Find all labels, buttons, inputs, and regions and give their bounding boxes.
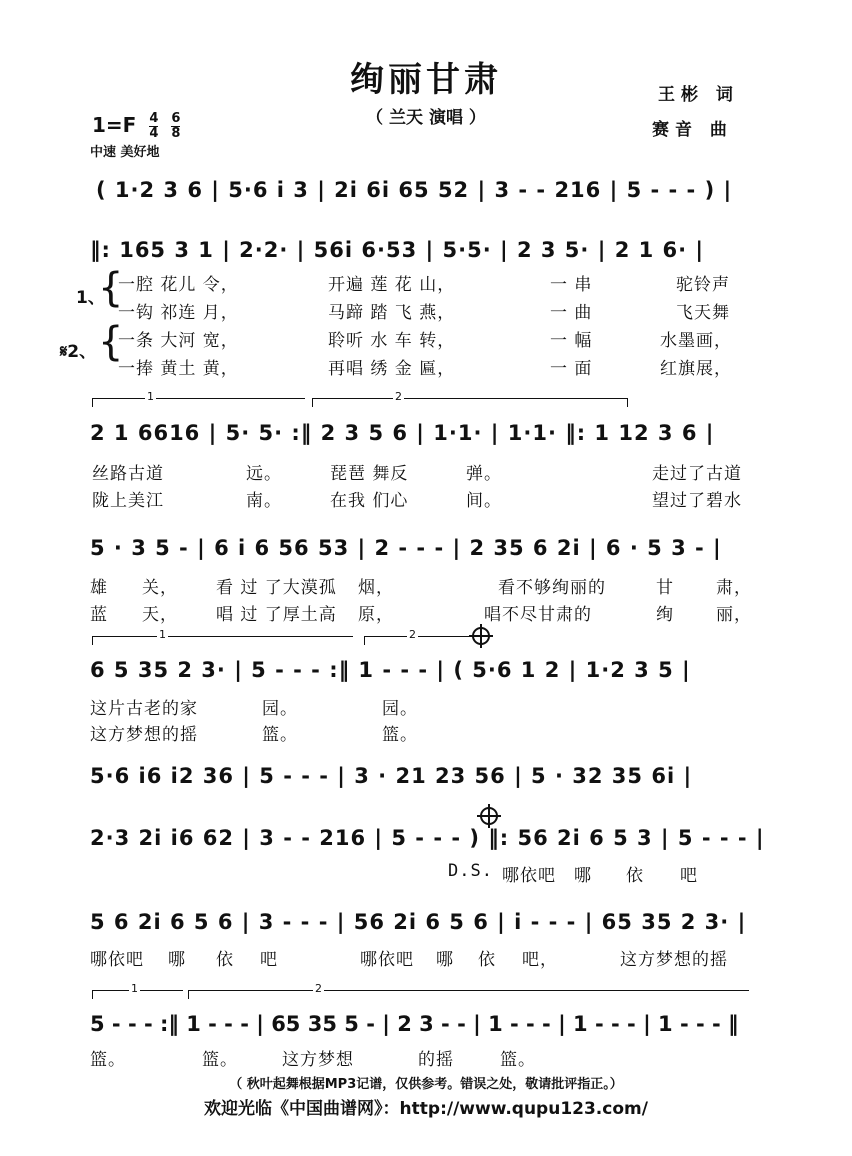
lyric: 走过了古道 [652, 464, 742, 484]
volta-bracket-1: 1 [92, 398, 305, 407]
lyric: 吧， [522, 950, 558, 970]
lyric: 篮。 [500, 1050, 536, 1070]
key-label: 1=F [92, 113, 137, 137]
volta-bracket-1: 1 [92, 636, 353, 645]
lyric: 一条 大河 宽， [118, 331, 239, 351]
verse-mark-2: 𝄋2、 [60, 342, 97, 362]
notation-line-5: 6 5 35 2 3· | 5 - - - :‖ 1 - - - | ( 5·6 1 2 | 1·2 3 5 | [90, 658, 691, 682]
lyric: 雄 [90, 578, 108, 598]
coda-icon [472, 627, 490, 645]
notation-line-6: 5·6 i6 i2 36 | 5 - - - | 3 · 21 23 56 | 5 · 32 35 6i | [90, 764, 693, 788]
notation-line-4: 5 · 3 5 - | 6 i 6 56 53 | 2 - - - | 2 35 6 2i | 6 · 5 3 - | [90, 536, 722, 560]
performer: （ 兰天 演唱 ） [366, 108, 486, 128]
lyric: 绚 [656, 605, 674, 625]
lyric: 飞天舞 [676, 303, 730, 323]
lyric: 依 [478, 950, 496, 970]
lyric: 吧 [680, 866, 698, 886]
lyric: 看 过 了大漠孤 [216, 578, 337, 598]
lyric: 肃， [716, 578, 752, 598]
verse-brace-2: { [98, 319, 124, 365]
lyric: 依 [626, 866, 644, 886]
lyric: 的摇 [418, 1050, 454, 1070]
key-signature [92, 112, 180, 141]
verse-brace-1: { [98, 265, 124, 311]
notation-line-9: 5 - - - :‖ 1 - - - | 65 35 5 - | 2 3 - - | 1 - - - | 1 - - - | 1 - - - ‖ [90, 1012, 739, 1036]
meter-6-8: $\frac{6}{8}$ [171, 111, 181, 141]
volta-bracket-2: 2 [364, 636, 473, 645]
lyric: 这方梦想的摇 [620, 950, 728, 970]
lyric: 哪依吧 [360, 950, 414, 970]
volta-bracket-2: 2 [312, 398, 628, 407]
lyric: 陇上美江 [92, 491, 164, 511]
lyric: 蓝 [90, 605, 108, 625]
lyric: 水墨画， [660, 331, 732, 351]
volta-bracket-1: 1 [92, 990, 183, 999]
site-footer: 欢迎光临《中国曲谱网》：http://www.qupu123.com/ [204, 1099, 648, 1119]
lyric: 依 [216, 950, 234, 970]
lyric: 丽， [716, 605, 752, 625]
lyric: 在我 们心 [330, 491, 409, 511]
lyric: 吧 [260, 950, 278, 970]
lyric: 哪依吧 [502, 866, 556, 886]
lyric: 烟， [358, 578, 394, 598]
lyric: 琵琶 舞反 [330, 464, 409, 484]
lyric: 马蹄 踏 飞 燕， [328, 303, 456, 323]
lyric: 天， [142, 605, 178, 625]
notation-line-3: 2 1 6616 | 5· 5· :‖ 2 3 5 6 | 1·1· | 1·1· ‖: 1 12 3 6 | [90, 421, 715, 445]
lyric: 红旗展， [660, 359, 732, 379]
coda-icon [480, 807, 498, 825]
notation-line-8: 5 6 2i 6 5 6 | 3 - - - | 56 2i 6 5 6 | i - - - | 65 35 2 3· | [90, 910, 747, 934]
lyric: 园。 [382, 699, 418, 719]
lyric: 一钩 祁连 月， [118, 303, 239, 323]
lyric: 篮。 [90, 1050, 126, 1070]
composer: 赛音 曲 [652, 120, 733, 140]
lyric: 篮。 [262, 725, 298, 745]
lyric: 园。 [262, 699, 298, 719]
lyric: 一捧 黄土 黄， [118, 359, 239, 379]
lyric: 篮。 [202, 1050, 238, 1070]
lyric: 一 面 [550, 359, 593, 379]
lyric: 原， [358, 605, 394, 625]
lyric: 这片古老的家 [90, 699, 198, 719]
lyric: 唱 过 了厚土高 [216, 605, 337, 625]
lyricist: 王彬 词 [658, 85, 739, 105]
song-title: 绚丽甘肃 [350, 60, 502, 100]
lyric: 关， [142, 578, 178, 598]
lyric: 一 曲 [550, 303, 593, 323]
lyric: 哪 [168, 950, 186, 970]
lyric: 南。 [246, 491, 282, 511]
lyric: 驼铃声 [676, 275, 730, 295]
volta-bracket-2: 2 [188, 990, 749, 999]
lyric: 望过了碧水 [652, 491, 742, 511]
lyric: 哪依吧 [90, 950, 144, 970]
tempo-marking: 中速 美好地 [90, 145, 160, 160]
lyric: 唱不尽甘肃的 [484, 605, 592, 625]
lyric: 弹。 [466, 464, 502, 484]
meter-4-4: $\frac{4}{4}$ [149, 111, 159, 141]
lyric: 一腔 花儿 令， [118, 275, 239, 295]
transcription-note: （ 秋叶起舞根据MP3记谱，仅供参考。错误之处，敬请批评指正。） [229, 1077, 623, 1092]
lyric: 看不够绚丽的 [498, 578, 606, 598]
verse-mark-1: 1、 [76, 288, 105, 308]
dal-segno-mark: D.S. [448, 861, 493, 881]
lyric: 哪 [436, 950, 454, 970]
lyric: 间。 [466, 491, 502, 511]
lyric: 这方梦想 [282, 1050, 354, 1070]
lyric: 再唱 绣 金 匾， [328, 359, 456, 379]
notation-line-7: 2·3 2i i6 62 | 3 - - 216 | 5 - - - ) ‖: 56 2i 6 5 3 | 5 - - - | [90, 826, 765, 850]
notation-line-2: ‖: 165 3 1 | 2·2· | 56i 6·53 | 5·5· | 2 3 5· | 2 1 6· | [90, 238, 705, 262]
lyric: 这方梦想的摇 [90, 725, 198, 745]
lyric: 甘 [656, 578, 674, 598]
lyric: 开遍 莲 花 山， [328, 275, 456, 295]
notation-line-1: ( 1·2 3 6 | 5·6 i 3 | 2i 6i 65 52 | 3 - - 216 | 5 - - - ) | [96, 178, 733, 202]
lyric: 篮。 [382, 725, 418, 745]
lyric: 远。 [246, 464, 282, 484]
lyric: 丝路古道 [92, 464, 164, 484]
lyric: 一 幅 [550, 331, 593, 351]
lyric: 一 串 [550, 275, 593, 295]
lyric: 哪 [574, 866, 592, 886]
lyric: 聆听 水 车 转， [328, 331, 456, 351]
